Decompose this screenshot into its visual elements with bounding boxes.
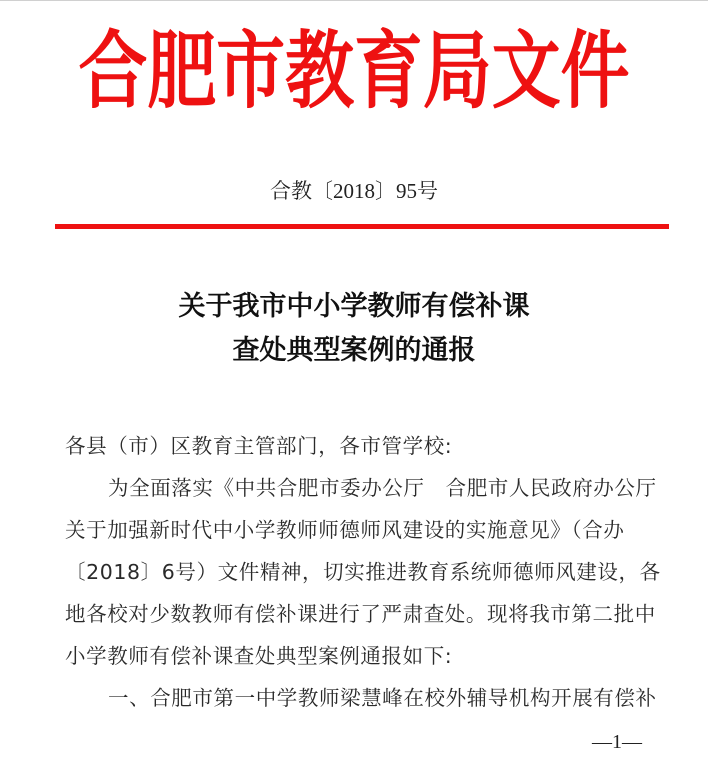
notice-title-line-1: 关于我市中小学教师有偿补课 bbox=[178, 291, 530, 322]
document-number: 合教〔2018〕95号 bbox=[270, 179, 438, 203]
salutation: 各县（市）区教育主管部门，各市管学校: bbox=[65, 434, 453, 458]
notice-title-line-2: 查处典型案例的通报 bbox=[232, 335, 476, 366]
body-line-5: 小学教师有偿补课查处典型案例通报如下: bbox=[65, 644, 453, 668]
masthead-title: 合肥市教育局文件 bbox=[78, 21, 630, 120]
body-line-3: 〔2018〕6号）文件精神，切实推进教育系统师德师风建设，各 bbox=[65, 560, 661, 584]
body-line-4: 地各校对少数教师有偿补课进行了严肃查处。现将我市第二批中 bbox=[65, 602, 656, 626]
body-line-1: 为全面落实《中共合肥市委办公厅 合肥市人民政府办公厅 bbox=[108, 476, 657, 500]
body-line-6: 一、合肥市第一中学教师梁慧峰在校外辅导机构开展有偿补 bbox=[108, 686, 657, 710]
red-rule-divider bbox=[55, 224, 669, 229]
page-number: —1— bbox=[592, 731, 642, 753]
body-line-2: 关于加强新时代中小学教师师德师风建设的实施意见》（合办 bbox=[65, 518, 625, 542]
